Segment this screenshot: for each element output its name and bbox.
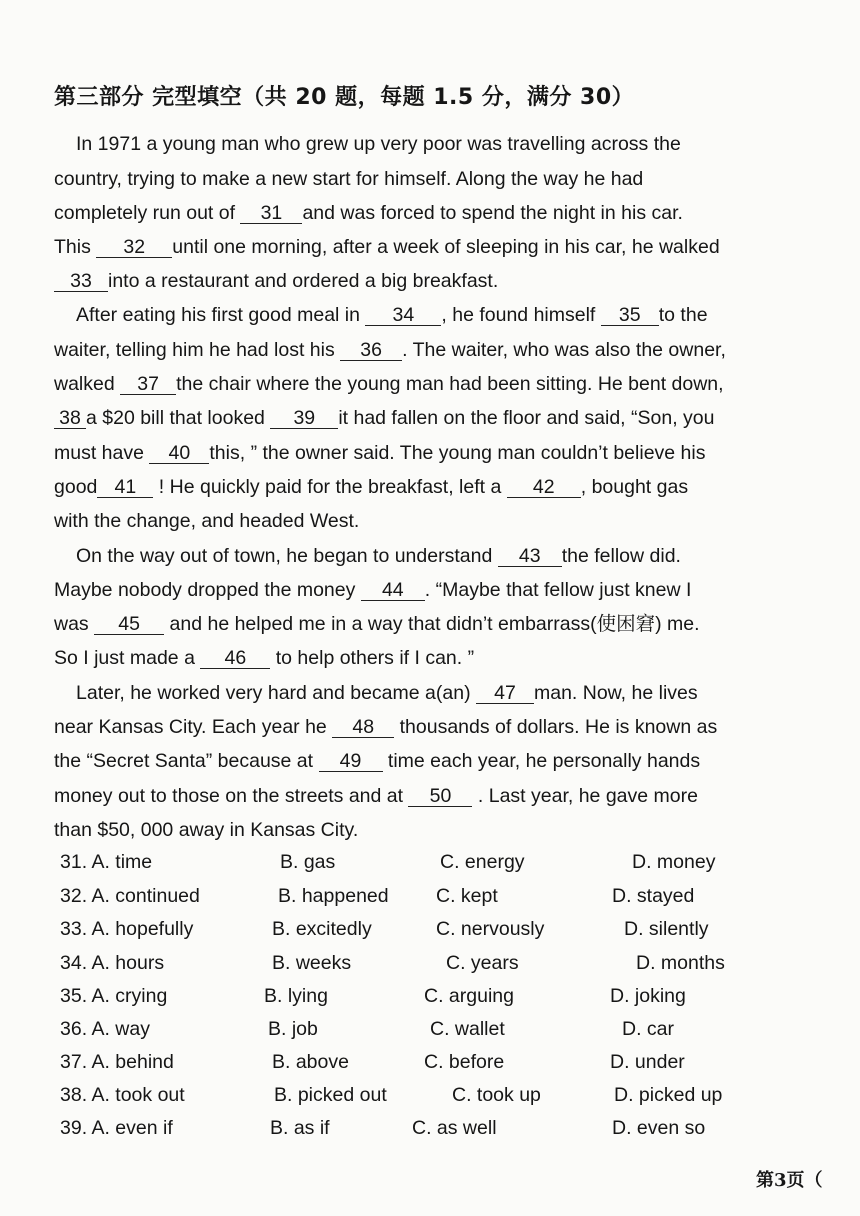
passage-line bbox=[54, 441, 705, 465]
passage-line bbox=[54, 578, 691, 602]
line-text: the chair where the young man had been sitting. He bent down, bbox=[176, 373, 724, 395]
line-text: near Kansas City. Each year he bbox=[54, 716, 333, 738]
passage-line bbox=[54, 167, 643, 191]
passage-line bbox=[54, 269, 498, 293]
line-text: , bought gas bbox=[580, 476, 689, 498]
line-text: After eating his first good meal in bbox=[76, 304, 366, 326]
blank-36: 36 bbox=[340, 340, 402, 361]
passage-line bbox=[76, 681, 698, 705]
line-text: a $20 bill that looked bbox=[86, 407, 271, 429]
line-text: it had fallen on the floor and said, “Son, you bbox=[338, 407, 715, 429]
line-text: . The waiter, who was also the owner, bbox=[402, 339, 726, 361]
option-c: C. as well bbox=[412, 1117, 497, 1139]
option-b: B. job bbox=[268, 1018, 318, 1040]
option-c: C. energy bbox=[440, 851, 525, 873]
line-text: with the change, and headed West. bbox=[54, 510, 360, 532]
option-b: B. above bbox=[272, 1051, 349, 1073]
line-text: and he helped me in a way that didn’t embarrass(使困窘) me. bbox=[164, 613, 700, 635]
option-d: D. stayed bbox=[612, 885, 695, 907]
blank-43: 43 bbox=[498, 546, 562, 567]
line-text: and was forced to spend the night in his car. bbox=[302, 202, 683, 224]
option-c: C. wallet bbox=[430, 1018, 505, 1040]
blank-47: 47 bbox=[476, 683, 534, 704]
option-a: 35. A. crying bbox=[60, 985, 168, 1007]
option-a: 34. A. hours bbox=[60, 952, 165, 974]
option-d: D. months bbox=[636, 952, 725, 974]
option-a: 39. A. even if bbox=[60, 1117, 173, 1139]
option-b: B. gas bbox=[280, 851, 336, 873]
blank-40: 40 bbox=[149, 443, 209, 464]
option-c: C. nervously bbox=[436, 918, 545, 940]
option-b: B. happened bbox=[278, 885, 389, 907]
line-text: this, ” the owner said. The young man couldn’t believe his bbox=[209, 442, 706, 464]
option-d: D. silently bbox=[624, 918, 709, 940]
blank-44: 44 bbox=[361, 580, 425, 601]
option-d: D. joking bbox=[610, 985, 686, 1007]
blank-33: 33 bbox=[54, 271, 108, 292]
line-text: the fellow did. bbox=[561, 545, 681, 567]
passage-line bbox=[76, 303, 708, 327]
line-text: money out to those on the streets and at bbox=[54, 785, 409, 807]
passage-line bbox=[54, 338, 726, 362]
passage-line bbox=[54, 715, 717, 739]
line-text: country, trying to make a new start for himself. Along the way he had bbox=[54, 168, 644, 190]
blank-46: 46 bbox=[200, 648, 270, 669]
line-text: On the way out of town, he began to understand bbox=[76, 545, 498, 567]
passage-line bbox=[54, 646, 474, 670]
option-c: C. took up bbox=[452, 1084, 541, 1106]
passage-line bbox=[54, 475, 688, 499]
blank-42: 42 bbox=[507, 477, 581, 498]
blank-45: 45 bbox=[94, 614, 164, 635]
option-d: D. picked up bbox=[614, 1084, 723, 1106]
option-a: 37. A. behind bbox=[60, 1051, 174, 1073]
option-b: B. weeks bbox=[272, 952, 352, 974]
blank-38: 38 bbox=[54, 408, 86, 429]
line-text: completely run out of bbox=[54, 202, 241, 224]
line-text: walked bbox=[54, 373, 121, 395]
blank-32: 32 bbox=[96, 237, 172, 258]
option-d: D. under bbox=[610, 1051, 685, 1073]
option-a: 36. A. way bbox=[60, 1018, 150, 1040]
blank-41: 41 bbox=[97, 477, 153, 498]
line-text: thousands of dollars. He is known as bbox=[394, 716, 718, 738]
option-d: D. car bbox=[622, 1018, 675, 1040]
passage-line bbox=[54, 612, 700, 636]
blank-35: 35 bbox=[601, 305, 659, 326]
option-c: C. years bbox=[446, 952, 519, 974]
blank-49: 49 bbox=[319, 751, 383, 772]
line-text: ! He quickly paid for the breakfast, left a bbox=[153, 476, 507, 498]
line-text: waiter, telling him he had lost his bbox=[54, 339, 341, 361]
option-a: 31. A. time bbox=[60, 851, 153, 873]
option-b: B. lying bbox=[264, 985, 328, 1007]
option-c: C. kept bbox=[436, 885, 498, 907]
blank-48: 48 bbox=[332, 717, 394, 738]
passage-line bbox=[76, 132, 681, 156]
blank-34: 34 bbox=[365, 305, 441, 326]
line-text: until one morning, after a week of sleeping in his car, he walked bbox=[172, 236, 720, 258]
page-number: 第3页（ bbox=[756, 1170, 823, 1191]
option-d: D. even so bbox=[612, 1117, 706, 1139]
line-text: This bbox=[54, 236, 97, 258]
passage-line bbox=[76, 544, 681, 568]
passage-line bbox=[54, 818, 358, 842]
line-text: So I just made a bbox=[54, 647, 201, 669]
passage-line bbox=[54, 749, 700, 773]
blank-31: 31 bbox=[240, 203, 302, 224]
option-d: D. money bbox=[632, 851, 716, 873]
line-text: Maybe nobody dropped the money bbox=[54, 579, 361, 601]
line-text: the “Secret Santa” because at bbox=[54, 750, 319, 772]
line-text: Later, he worked very hard and became a(an) bbox=[76, 682, 476, 704]
blank-37: 37 bbox=[120, 374, 176, 395]
option-b: B. picked out bbox=[274, 1084, 387, 1106]
blank-39: 39 bbox=[270, 408, 338, 429]
option-a: 32. A. continued bbox=[60, 885, 200, 907]
line-text: good bbox=[54, 476, 98, 498]
line-text: In 1971 a young man who grew up very poor was travelling across the bbox=[76, 133, 681, 155]
line-text: to the bbox=[658, 304, 708, 326]
line-text: was bbox=[54, 613, 95, 635]
passage-line bbox=[54, 509, 359, 533]
passage-line bbox=[54, 201, 683, 225]
option-b: B. excitedly bbox=[272, 918, 372, 940]
option-b: B. as if bbox=[270, 1117, 330, 1139]
line-text: man. Now, he lives bbox=[533, 682, 698, 704]
section-heading: 第三部分 完型填空（共 20 题，每题 1.5 分，满分 30） bbox=[54, 85, 635, 110]
line-text: than $50, 000 away in Kansas City. bbox=[54, 819, 359, 841]
option-c: C. arguing bbox=[424, 985, 514, 1007]
passage-line bbox=[54, 406, 714, 430]
passage-line bbox=[54, 784, 698, 808]
line-text: , he found himself bbox=[441, 304, 601, 326]
passage-line bbox=[54, 372, 724, 396]
line-text: . “Maybe that fellow just knew I bbox=[424, 579, 692, 601]
option-a: 33. A. hopefully bbox=[60, 918, 194, 940]
blank-50: 50 bbox=[408, 786, 472, 807]
line-text: must have bbox=[54, 442, 150, 464]
line-text: . Last year, he gave more bbox=[472, 785, 698, 807]
option-a: 38. A. took out bbox=[60, 1084, 185, 1106]
option-c: C. before bbox=[424, 1051, 505, 1073]
line-text: time each year, he personally hands bbox=[382, 750, 701, 772]
passage-line bbox=[54, 235, 720, 259]
line-text: into a restaurant and ordered a big breakfast. bbox=[108, 270, 499, 292]
line-text: to help others if I can. ” bbox=[270, 647, 475, 669]
